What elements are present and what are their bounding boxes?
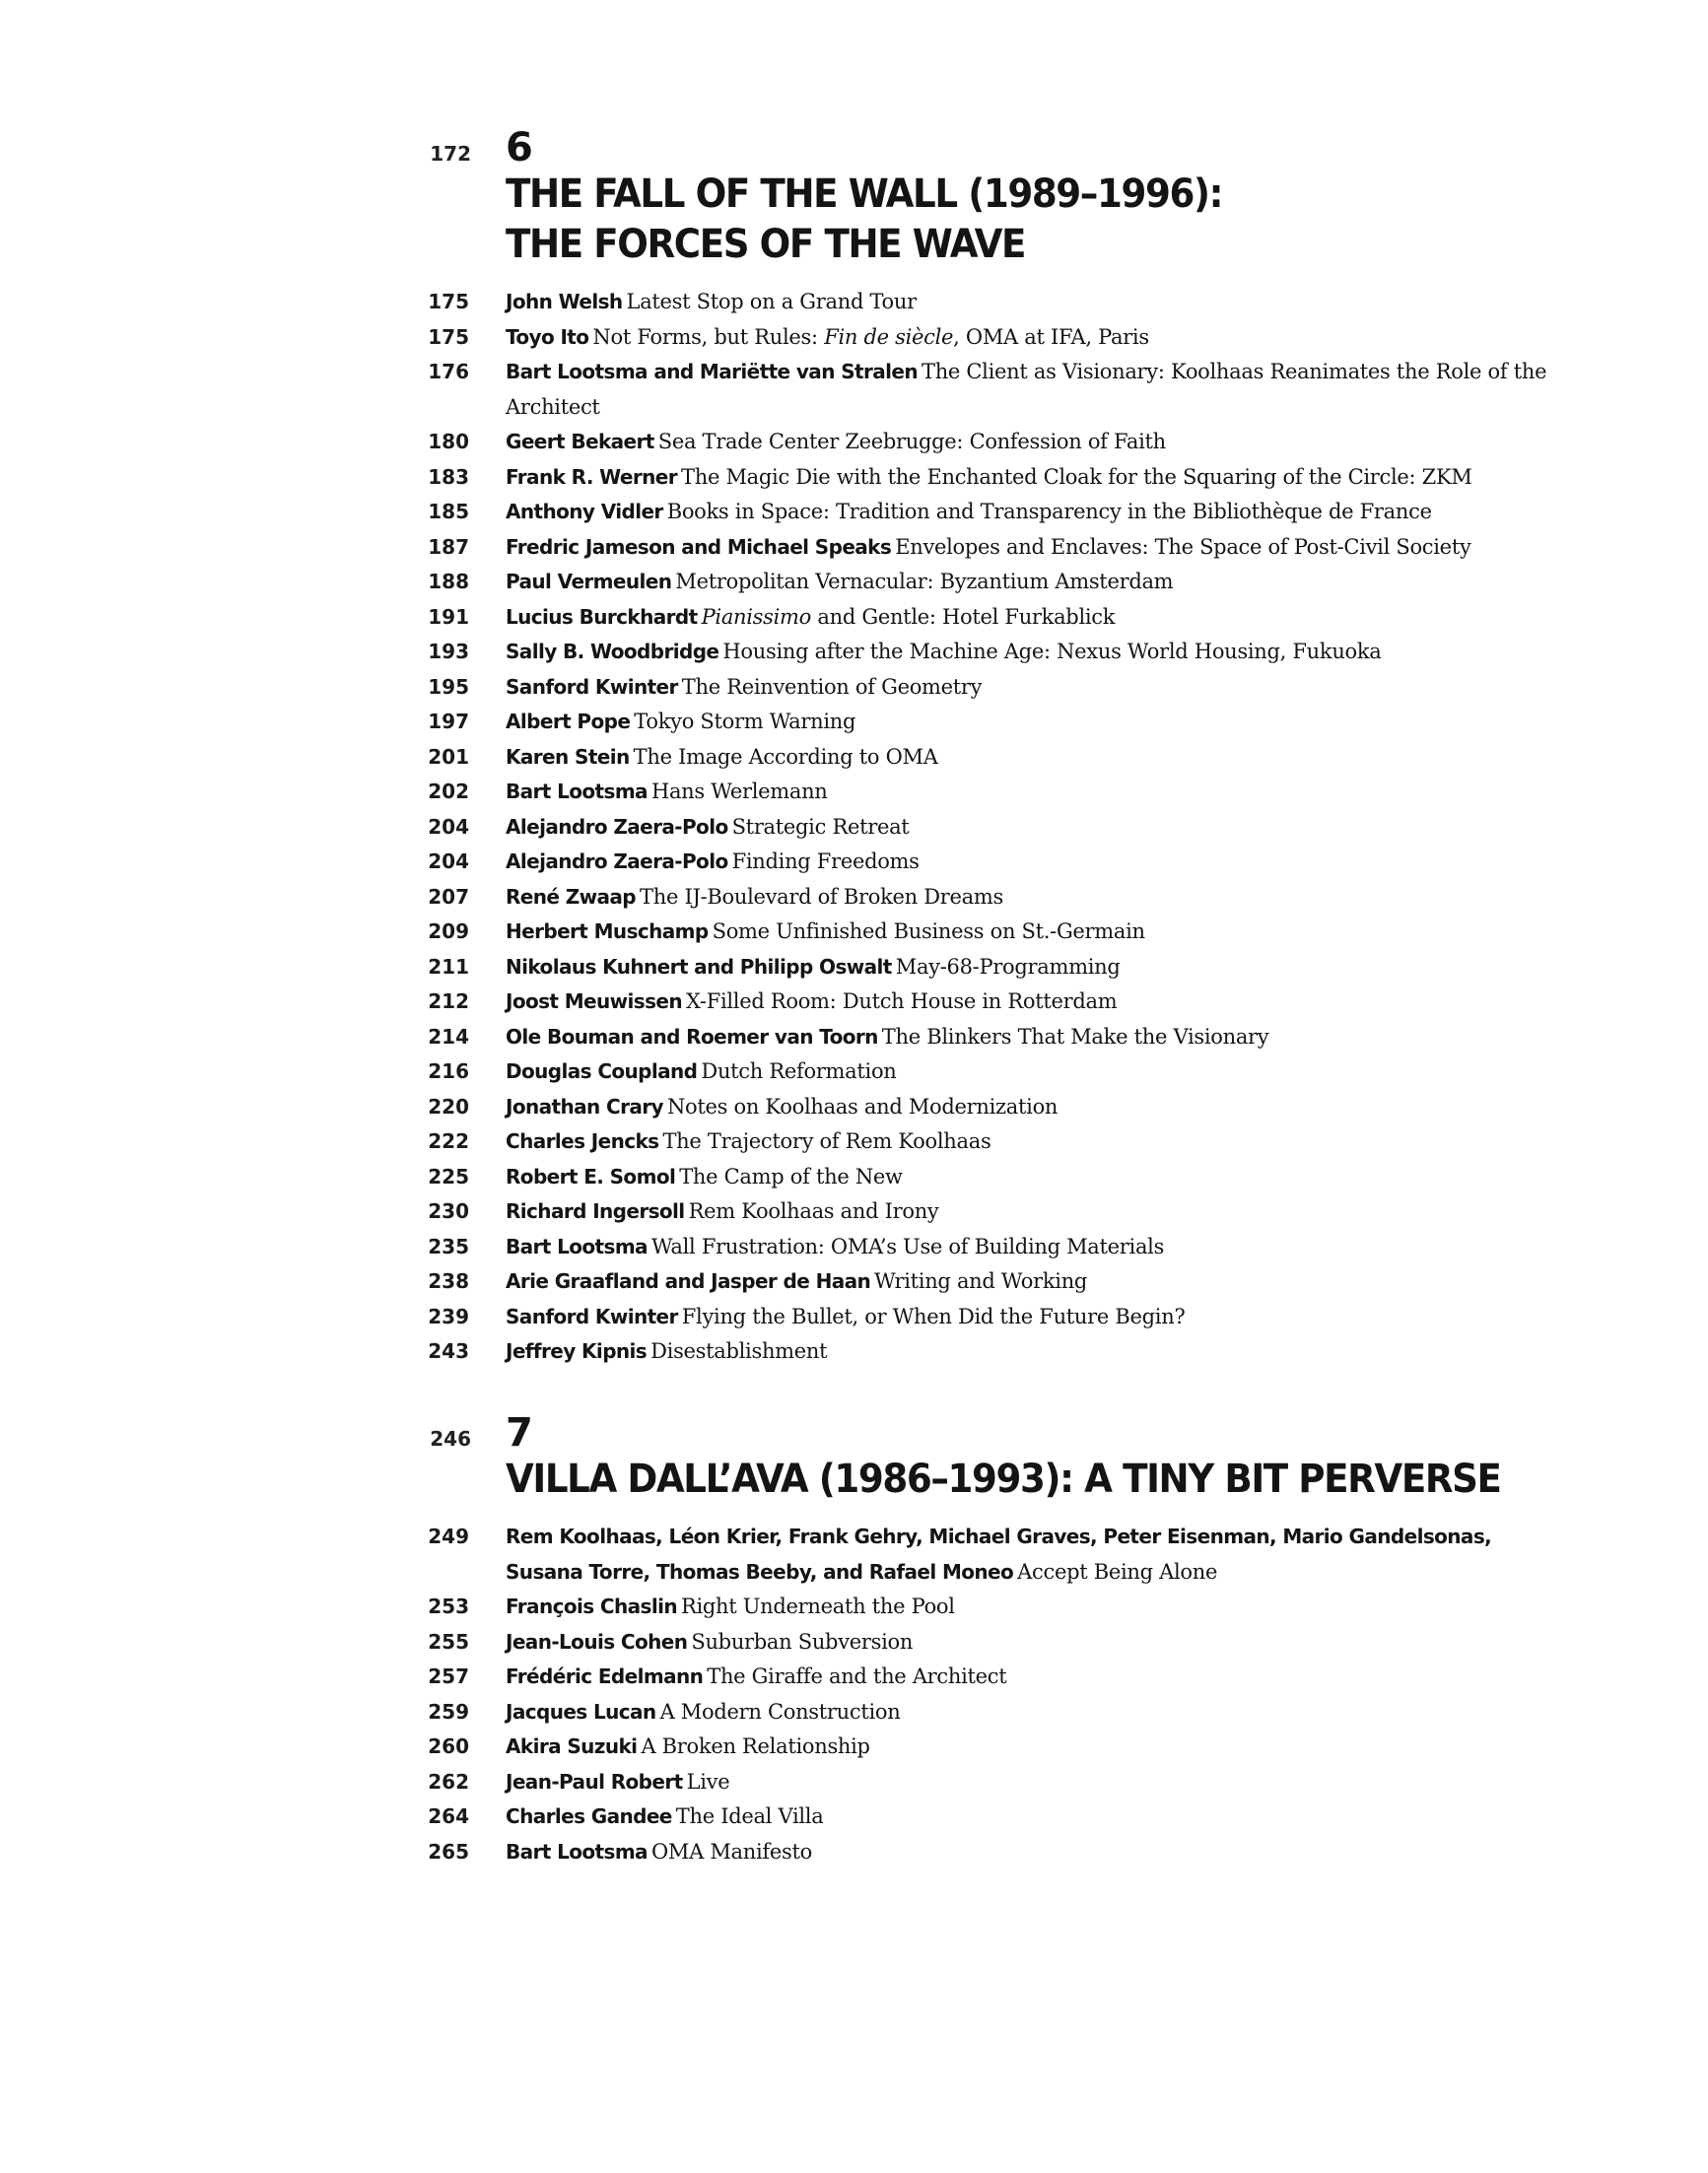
entry-page-number: 183 bbox=[428, 464, 469, 489]
entry-list bbox=[0, 1521, 1708, 1870]
entry-page-number: 220 bbox=[428, 1094, 469, 1119]
entry-text bbox=[506, 286, 1550, 321]
section-title-line: THE FORCES OF THE WAVE bbox=[506, 222, 1026, 267]
entry-title-italic: Pianissimo bbox=[701, 604, 812, 629]
toc-entry bbox=[0, 531, 1708, 567]
entry-author: Bart Lootsma and Mariëtte van Stralen bbox=[506, 360, 918, 383]
entry-text bbox=[506, 1836, 1550, 1871]
toc-entry bbox=[0, 1021, 1708, 1056]
toc-entry bbox=[0, 1731, 1708, 1766]
entry-text bbox=[506, 356, 1550, 426]
entry-page-number: 207 bbox=[428, 884, 469, 909]
entry-page-number: 209 bbox=[428, 919, 469, 943]
toc-entry bbox=[0, 636, 1708, 671]
entry-title: The Magic Die with the Enchanted Cloak for the Squaring of the Circle: ZKM bbox=[681, 464, 1472, 489]
entry-title-part: Not Forms, but Rules: bbox=[592, 324, 825, 349]
entry-page-number: 222 bbox=[428, 1129, 469, 1153]
entry-author: Herbert Muschamp bbox=[506, 919, 709, 943]
entry-title: The Reinvention of Geometry bbox=[681, 674, 983, 699]
entry-page-number: 195 bbox=[428, 674, 469, 699]
entry-page-number: 204 bbox=[428, 849, 469, 873]
entry-page-number: 185 bbox=[428, 500, 469, 523]
toc-entry bbox=[0, 1626, 1708, 1662]
entry-text bbox=[506, 1521, 1550, 1591]
entry-author: Geert Bekaert bbox=[506, 430, 654, 453]
entry-page-number: 191 bbox=[428, 604, 469, 629]
entry-text bbox=[506, 1731, 1550, 1766]
toc-entry bbox=[0, 286, 1708, 321]
entry-title: Sea Trade Center Zeebrugge: Confession of Faith bbox=[657, 430, 1166, 453]
entry-author: Robert E. Somol bbox=[506, 1164, 676, 1188]
entry-author: Sally B. Woodbridge bbox=[506, 640, 719, 663]
entry-page-number: 193 bbox=[428, 640, 469, 663]
toc-entry bbox=[0, 671, 1708, 707]
toc-entry bbox=[0, 601, 1708, 637]
entry-page-number: 262 bbox=[428, 1769, 469, 1794]
entry-text bbox=[506, 1161, 1550, 1196]
entry-page-number: 202 bbox=[428, 780, 469, 803]
entry-text bbox=[506, 461, 1550, 497]
entry-text bbox=[506, 916, 1550, 951]
entry-author: Richard Ingersoll bbox=[506, 1199, 685, 1223]
section-title bbox=[506, 170, 1514, 270]
entry-text bbox=[506, 1696, 1550, 1732]
toc-entry bbox=[0, 1091, 1708, 1126]
toc-entry bbox=[0, 1661, 1708, 1696]
entry-author: Jeffrey Kipnis bbox=[506, 1339, 648, 1363]
entry-page-number: 211 bbox=[428, 954, 469, 979]
entry-text bbox=[506, 321, 1550, 357]
entry-title-italic: Fin de siècle bbox=[824, 324, 954, 349]
entry-page-number: 180 bbox=[428, 430, 469, 453]
entry-text bbox=[506, 1766, 1550, 1801]
toc-entry bbox=[0, 1265, 1708, 1301]
entry-author: Sanford Kwinter bbox=[506, 1304, 678, 1328]
entry-author: Frank R. Werner bbox=[506, 464, 678, 489]
entry-title: Disestablishment bbox=[650, 1339, 828, 1363]
entry-author: Joost Meuwissen bbox=[506, 989, 682, 1013]
entry-text bbox=[506, 1125, 1550, 1161]
toc-entry bbox=[0, 1195, 1708, 1231]
entry-author: Akira Suzuki bbox=[506, 1734, 638, 1758]
section-page-number: 172 bbox=[430, 142, 471, 166]
entry-title bbox=[702, 605, 1116, 629]
toc-entry bbox=[0, 1335, 1708, 1371]
section-title-line: VILLA DALL’AVA (1986–1993): A TINY BIT PERVERSE bbox=[506, 1457, 1501, 1502]
toc-entry bbox=[0, 566, 1708, 601]
entry-author: Charles Jencks bbox=[506, 1129, 659, 1153]
toc-section-7 bbox=[0, 1411, 1708, 1870]
entry-title-part: , OMA at IFA, Paris bbox=[953, 324, 1149, 349]
entry-author: René Zwaap bbox=[506, 884, 637, 909]
entry-title: The Camp of the New bbox=[679, 1164, 903, 1188]
toc-entry bbox=[0, 881, 1708, 917]
entry-author: Charles Gandee bbox=[506, 1804, 672, 1828]
entry-title: Accept Being Alone bbox=[1017, 1559, 1218, 1584]
entry-text bbox=[506, 1800, 1550, 1836]
entry-author: Jean-Paul Robert bbox=[506, 1769, 683, 1794]
entry-title: Latest Stop on a Grand Tour bbox=[626, 290, 917, 313]
entry-author: Bart Lootsma bbox=[506, 1839, 648, 1864]
entry-author: Bart Lootsma bbox=[506, 1234, 648, 1258]
entry-author: Paul Vermeulen bbox=[506, 570, 672, 593]
entry-text bbox=[506, 846, 1550, 881]
entry-text bbox=[506, 1091, 1550, 1126]
entry-text bbox=[506, 636, 1550, 671]
section-number: 7 bbox=[506, 1410, 532, 1456]
toc-entry bbox=[0, 1161, 1708, 1196]
entry-title: The Trajectory of Rem Koolhaas bbox=[662, 1129, 991, 1153]
toc-entry bbox=[0, 776, 1708, 811]
entry-title: A Broken Relationship bbox=[641, 1734, 870, 1758]
entry-title: The IJ-Boulevard of Broken Dreams bbox=[640, 884, 1003, 909]
toc-entry bbox=[0, 846, 1708, 881]
entry-author: Karen Stein bbox=[506, 744, 630, 769]
toc-entry bbox=[0, 1125, 1708, 1161]
entry-text bbox=[506, 671, 1550, 707]
section-title bbox=[506, 1455, 1514, 1505]
entry-text bbox=[506, 1265, 1550, 1301]
toc-entry bbox=[0, 1521, 1708, 1591]
entry-title: Some Unfinished Business on St.-Germain bbox=[712, 919, 1145, 943]
entry-page-number: 201 bbox=[428, 744, 469, 769]
entry-page-number: 175 bbox=[428, 290, 469, 313]
entry-text bbox=[506, 1626, 1550, 1662]
entry-title: Strategic Retreat bbox=[731, 814, 910, 839]
toc-entry bbox=[0, 951, 1708, 986]
toc-entry bbox=[0, 1766, 1708, 1801]
entry-title: The Ideal Villa bbox=[675, 1804, 824, 1828]
entry-author: Anthony Vidler bbox=[506, 500, 663, 523]
entry-title: OMA Manifesto bbox=[650, 1839, 812, 1864]
toc-entry bbox=[0, 1591, 1708, 1626]
entry-text bbox=[506, 1591, 1550, 1626]
entry-page-number: 238 bbox=[428, 1269, 469, 1293]
entry-title: Right Underneath the Pool bbox=[680, 1595, 955, 1618]
toc-entry bbox=[0, 985, 1708, 1021]
entry-page-number: 230 bbox=[428, 1199, 469, 1223]
entry-page-number: 204 bbox=[428, 814, 469, 839]
toc-entry bbox=[0, 706, 1708, 741]
entry-title: Writing and Working bbox=[874, 1269, 1088, 1293]
entry-text bbox=[506, 776, 1550, 811]
entry-author: Jacques Lucan bbox=[506, 1699, 656, 1724]
toc-entry bbox=[0, 1055, 1708, 1091]
entry-author: Lucius Burckhardt bbox=[506, 604, 698, 629]
toc-section-6 bbox=[0, 126, 1708, 1371]
entry-title: The Client as Visionary: Koolhaas Reanimates the Role of the Architect bbox=[506, 360, 1547, 419]
entry-author: Alejandro Zaera-Polo bbox=[506, 814, 728, 839]
entry-text bbox=[506, 1055, 1550, 1091]
entry-page-number: 265 bbox=[428, 1839, 469, 1864]
entry-title: Hans Werlemann bbox=[650, 780, 828, 803]
entry-text bbox=[506, 426, 1550, 461]
entry-title: Wall Frustration: OMA’s Use of Building Materials bbox=[650, 1234, 1165, 1258]
entry-title: Dutch Reformation bbox=[701, 1059, 897, 1083]
entry-page-number: 260 bbox=[428, 1734, 469, 1758]
entry-page-number: 214 bbox=[428, 1024, 469, 1049]
entry-author: Frédéric Edelmann bbox=[506, 1664, 704, 1688]
entry-title: Suburban Subversion bbox=[691, 1629, 914, 1654]
section-page-number: 246 bbox=[430, 1427, 471, 1451]
toc-entry bbox=[0, 1696, 1708, 1732]
entry-text bbox=[506, 531, 1550, 567]
entry-author: Ole Bouman and Roemer van Toorn bbox=[506, 1024, 878, 1049]
entry-title-part: and Gentle: Hotel Furkablick bbox=[811, 604, 1116, 629]
entry-page-number: 225 bbox=[428, 1164, 469, 1188]
entry-author: Douglas Coupland bbox=[506, 1059, 698, 1083]
toc-entry bbox=[0, 916, 1708, 951]
entry-author: Albert Pope bbox=[506, 710, 631, 733]
entry-title: The Blinkers That Make the Visionary bbox=[881, 1024, 1269, 1049]
entry-title: X-Filled Room: Dutch House in Rotterdam bbox=[686, 989, 1118, 1013]
entry-author: Rem Koolhaas, Léon Krier, Frank Gehry, Michael Graves, Peter Eisenman, Mario Gandelsonas, Susana Torre, Thomas Beeby, and Rafael Moneo bbox=[506, 1525, 1492, 1584]
entry-author: Jonathan Crary bbox=[506, 1094, 663, 1119]
entry-author: Bart Lootsma bbox=[506, 780, 648, 803]
entry-title: Tokyo Storm Warning bbox=[634, 710, 856, 733]
entry-text bbox=[506, 706, 1550, 741]
entry-page-number: 255 bbox=[428, 1629, 469, 1654]
toc-entry bbox=[0, 1800, 1708, 1836]
entry-text bbox=[506, 881, 1550, 917]
entry-title: The Image According to OMA bbox=[633, 744, 938, 769]
entry-page-number: 243 bbox=[428, 1339, 469, 1363]
toc-entry bbox=[0, 741, 1708, 777]
entry-page-number: 197 bbox=[428, 710, 469, 733]
toc-entry bbox=[0, 811, 1708, 847]
entry-text bbox=[506, 496, 1550, 531]
entry-author: Sanford Kwinter bbox=[506, 674, 678, 699]
entry-text bbox=[506, 951, 1550, 986]
entry-text bbox=[506, 741, 1550, 777]
entry-title: Live bbox=[686, 1769, 730, 1794]
entry-author: Alejandro Zaera-Polo bbox=[506, 849, 728, 873]
section-header bbox=[0, 126, 1708, 170]
entry-page-number: 187 bbox=[428, 534, 469, 559]
entry-title bbox=[592, 325, 1148, 349]
entry-page-number: 239 bbox=[428, 1304, 469, 1328]
entry-title: May-68-Programming bbox=[895, 954, 1121, 979]
entry-title: A Modern Construction bbox=[659, 1699, 901, 1724]
entry-author: Fredric Jameson and Michael Speaks bbox=[506, 534, 892, 559]
toc-entry bbox=[0, 1231, 1708, 1266]
entry-title: Metropolitan Vernacular: Byzantium Amsterdam bbox=[675, 570, 1174, 593]
entry-title: Finding Freedoms bbox=[731, 849, 920, 873]
entry-title: Envelopes and Enclaves: The Space of Post-Civil Society bbox=[895, 534, 1471, 559]
entry-text bbox=[506, 1231, 1550, 1266]
entry-author: Nikolaus Kuhnert and Philipp Oswalt bbox=[506, 954, 892, 979]
entry-author: François Chaslin bbox=[506, 1595, 677, 1618]
entry-text bbox=[506, 1301, 1550, 1336]
entry-page-number: 259 bbox=[428, 1699, 469, 1724]
entry-page-number: 175 bbox=[428, 324, 469, 349]
entry-title: Housing after the Machine Age: Nexus World Housing, Fukuoka bbox=[722, 640, 1382, 663]
toc-entry bbox=[0, 461, 1708, 497]
entry-text bbox=[506, 1661, 1550, 1696]
entry-text bbox=[506, 1195, 1550, 1231]
entry-page-number: 257 bbox=[428, 1664, 469, 1688]
entry-page-number: 264 bbox=[428, 1804, 469, 1828]
entry-page-number: 176 bbox=[428, 360, 469, 383]
entry-title: Books in Space: Tradition and Transparency in the Bibliothèque de France bbox=[666, 500, 1432, 523]
entry-page-number: 253 bbox=[428, 1595, 469, 1618]
entry-author: Jean-Louis Cohen bbox=[506, 1629, 688, 1654]
toc-entry bbox=[0, 1836, 1708, 1871]
entry-title: Flying the Bullet, or When Did the Future Begin? bbox=[681, 1304, 1186, 1328]
toc-entry bbox=[0, 321, 1708, 357]
entry-page-number: 212 bbox=[428, 989, 469, 1013]
entry-text bbox=[506, 1335, 1550, 1371]
entry-list bbox=[0, 286, 1708, 1371]
entry-page-number: 188 bbox=[428, 570, 469, 593]
entry-page-number: 249 bbox=[428, 1525, 469, 1548]
toc-entry bbox=[0, 356, 1708, 426]
section-title-line: THE FALL OF THE WALL (1989–1996): bbox=[506, 171, 1223, 217]
toc-entry bbox=[0, 496, 1708, 531]
section-header bbox=[0, 1411, 1708, 1455]
entry-text bbox=[506, 1021, 1550, 1056]
entry-text bbox=[506, 601, 1550, 637]
entry-page-number: 216 bbox=[428, 1059, 469, 1083]
entry-title: The Giraffe and the Architect bbox=[707, 1664, 1007, 1688]
section-number: 6 bbox=[506, 125, 532, 170]
entry-author: Arie Graafland and Jasper de Haan bbox=[506, 1269, 871, 1293]
entry-title: Notes on Koolhaas and Modernization bbox=[666, 1094, 1059, 1119]
entry-text bbox=[506, 985, 1550, 1021]
entry-page-number: 235 bbox=[428, 1234, 469, 1258]
entry-text bbox=[506, 566, 1550, 601]
toc-entry bbox=[0, 426, 1708, 461]
entry-title: Rem Koolhaas and Irony bbox=[688, 1199, 939, 1223]
entry-author: John Welsh bbox=[506, 290, 623, 313]
toc-entry bbox=[0, 1301, 1708, 1336]
entry-author: Toyo Ito bbox=[506, 324, 589, 349]
entry-text bbox=[506, 811, 1550, 847]
